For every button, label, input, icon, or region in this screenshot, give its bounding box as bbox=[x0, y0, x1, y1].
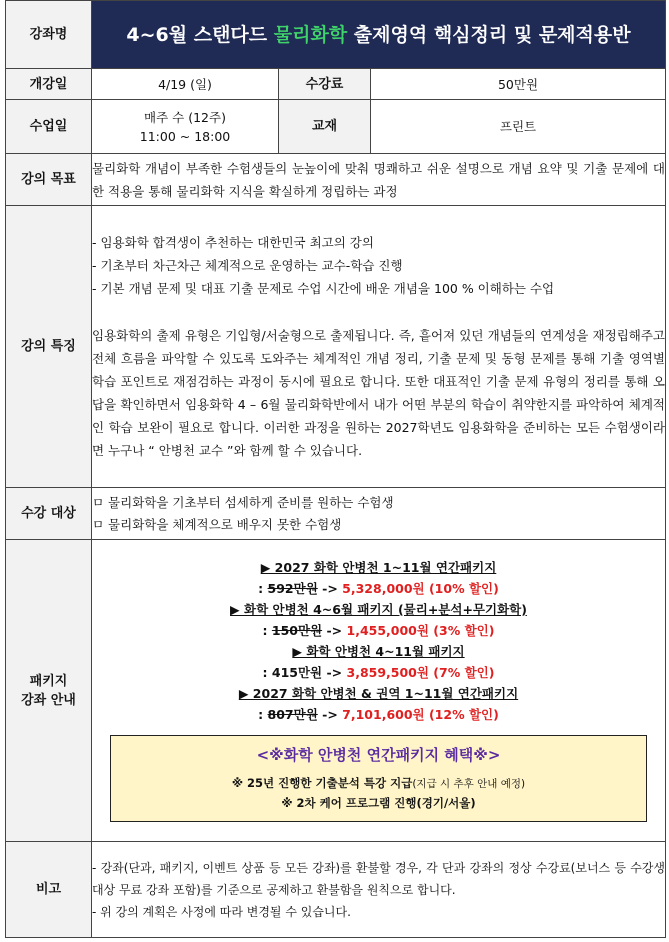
package-item bbox=[92, 683, 665, 725]
fee-label: 수강료 bbox=[279, 69, 371, 100]
features-label: 강의 특징 bbox=[6, 206, 92, 488]
price-prefix: : bbox=[258, 707, 268, 722]
package-name: ▶ 화학 안병천 4~6월 패키지 (물리+분석+무기화학) bbox=[230, 602, 527, 617]
goal-label: 강의 목표 bbox=[6, 154, 92, 206]
schedule-label: 수업일 bbox=[6, 100, 92, 154]
old-price: 415만원 bbox=[271, 665, 323, 680]
new-price: 3,859,500원 (7% 할인) bbox=[346, 665, 495, 680]
remark-item: - 강좌(단과, 패키지, 이벤트 상품 등 모든 강좌)를 환불할 경우, 각 단과 강좌의 정상 수강료(보너스 등 수강생 대상 무료 강좌 포함)를 기준으로 공제하고 환불함을 원칙으로 합니다. bbox=[92, 860, 665, 897]
new-price: 1,455,000원 (3% 할인) bbox=[346, 623, 495, 638]
package-name: ▶ 2027 화학 안병천 & 권역 1~11월 연간패키지 bbox=[238, 686, 519, 701]
price-prefix: : bbox=[262, 623, 272, 638]
packages-label-line2: 강좌 안내 bbox=[21, 692, 76, 708]
title-highlight: 물리화학 bbox=[273, 23, 348, 46]
features-content bbox=[92, 206, 666, 488]
target-row bbox=[6, 488, 666, 540]
benefit-line1: ※ 25년 진행한 기출분석 특강 지급 bbox=[231, 776, 413, 790]
course-info-table bbox=[5, 0, 666, 938]
package-item bbox=[92, 599, 665, 641]
start-date-label: 개강일 bbox=[6, 69, 92, 100]
new-price: 5,328,000원 (10% 할인) bbox=[342, 581, 499, 596]
new-price: 7,101,600원 (12% 할인) bbox=[342, 707, 499, 722]
target-item: ㅁ 물리화학을 기초부터 섬세하게 준비를 원하는 수험생 bbox=[92, 494, 394, 510]
schedule-time: 11:00 ~ 18:00 bbox=[139, 128, 231, 144]
price-arrow: -> bbox=[322, 665, 347, 680]
schedule-days: 매주 수 (12주) bbox=[144, 109, 226, 125]
title-part2: 출제영역 핵심정리 및 문제적용반 bbox=[347, 23, 631, 46]
feature-bullet: - 기본 개념 문제 및 대표 기출 문제로 수업 시간에 배운 개념을 100 % 이해하는 수업 bbox=[92, 281, 555, 296]
price-prefix: : bbox=[262, 665, 272, 680]
benefit-line1-note: (지급 시 추후 안내 예정) bbox=[412, 778, 526, 790]
remarks-label: 비고 bbox=[6, 842, 92, 938]
schedule-value bbox=[92, 100, 279, 154]
old-price: 150만원 bbox=[271, 623, 323, 638]
benefit-box bbox=[110, 735, 647, 822]
benefit-title: <※화학 안병천 연간패키지 혜택※> bbox=[256, 746, 501, 764]
price-prefix: : bbox=[258, 581, 268, 596]
target-label: 수강 대상 bbox=[6, 488, 92, 540]
fee-value: 50만원 bbox=[371, 69, 666, 100]
packages-label-line1: 패키지 bbox=[29, 673, 68, 689]
package-price bbox=[92, 704, 665, 725]
old-price: 807만원 bbox=[267, 707, 318, 722]
course-name-label: 강좌명 bbox=[6, 1, 92, 69]
price-arrow: -> bbox=[317, 581, 343, 596]
packages-row bbox=[6, 540, 666, 842]
start-date-value: 4/19 (일) bbox=[92, 69, 279, 100]
packages-content bbox=[92, 540, 666, 842]
features-row bbox=[6, 206, 666, 488]
package-price bbox=[92, 620, 665, 641]
price-arrow: -> bbox=[322, 623, 347, 638]
package-price bbox=[92, 662, 665, 683]
remark-item: - 위 강의 계획은 사정에 따라 변경될 수 있습니다. bbox=[92, 904, 351, 919]
package-price bbox=[92, 578, 665, 599]
feature-bullet: - 임용화학 합격생이 추천하는 대한민국 최고의 강의 bbox=[92, 235, 374, 250]
start-fee-row bbox=[6, 69, 666, 100]
goal-text: 물리화학 개념이 부족한 수험생들의 눈높이에 맞춰 명쾌하고 쉬운 설명으로 개념 요약 및 기출 문제에 대한 적용을 통해 물리화학 지식을 확실하게 정립하는 과정 bbox=[92, 154, 666, 206]
benefit-line: ※ 2차 케어 프로그램 진행(경기/서울) bbox=[281, 796, 476, 810]
course-title bbox=[92, 1, 666, 69]
feature-bullet: - 기초부터 차근차근 체계적으로 운영하는 교수-학습 진행 bbox=[92, 258, 403, 273]
feature-paragraph: 임용화학의 출제 유형은 기입형/서술형으로 출제됩니다. 즉, 흩어져 있던 개념들의 연계성을 재정립해주고 전체 흐름을 파악할 수 있도록 도와주는 체계적인 개념 정리, 기출 문제 및 동형 문제를 통해 기출 영역별 학습 포인트로 재점검하는 과정이 동시에 필요로 합니다. 또한 대표적인 기출 문제 유형의 정리를 통해 오답을 확인하면서 임용화학 4 – 6월 물리화학반에서 내가 어떤 부분의 학습이 취약한지를 파악하여 체계적인 학습 보완이 필요로 합니다. 이러한 과정을 원하는 2027학년도 임용화학을 준비하는 모든 수험생이라면 누구나 “ 안병천 교수 ”와 함께 할 수 있습니다. bbox=[92, 328, 665, 458]
goal-row bbox=[6, 154, 666, 206]
price-arrow: -> bbox=[317, 707, 343, 722]
target-list bbox=[92, 488, 666, 540]
material-label: 교재 bbox=[279, 100, 371, 154]
target-item: ㅁ 물리화학을 체계적으로 배우지 못한 수험생 bbox=[92, 516, 342, 532]
title-part1: 4~6월 스탠다드 bbox=[126, 23, 274, 46]
remarks-content bbox=[92, 842, 666, 938]
schedule-row bbox=[6, 100, 666, 154]
package-name: ▶ 2027 화학 안병천 1~11월 연간패키지 bbox=[260, 560, 497, 575]
remarks-row bbox=[6, 842, 666, 938]
old-price: 592만원 bbox=[267, 581, 318, 596]
package-name: ▶ 화학 안병천 4~11월 패키지 bbox=[292, 644, 465, 659]
material-value: 프린트 bbox=[371, 100, 666, 154]
benefit-line bbox=[111, 774, 646, 794]
course-name-row bbox=[6, 1, 666, 69]
package-item bbox=[92, 641, 665, 683]
packages-label bbox=[6, 540, 92, 842]
package-item bbox=[92, 557, 665, 599]
